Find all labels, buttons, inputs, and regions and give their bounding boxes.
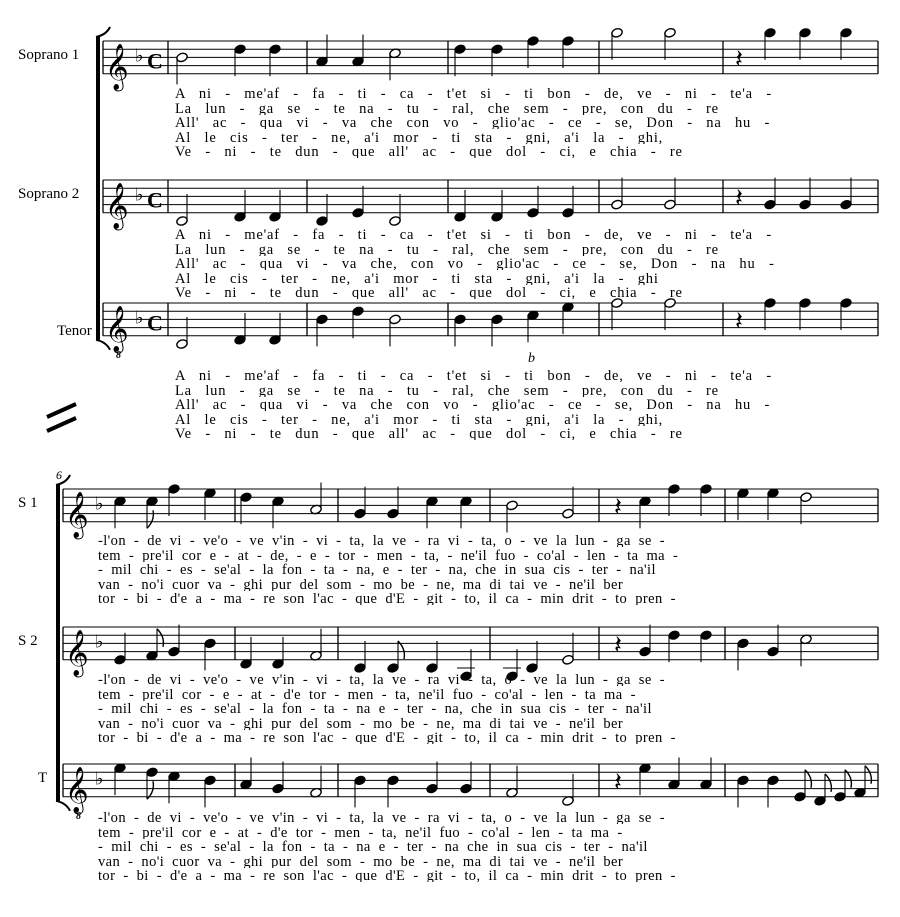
flat-icon: ♭ bbox=[95, 768, 104, 790]
lyric-line: tem - pre'il cor e - at - de, - e - tor - men - ta, - ne'il fuo - co'al - len - ta ma - bbox=[98, 547, 679, 562]
treble-clef-icon: 𝄞 bbox=[65, 491, 89, 538]
octave-marker: 8 bbox=[116, 349, 121, 361]
note-head bbox=[527, 36, 540, 47]
note-head bbox=[562, 36, 575, 47]
note-head bbox=[611, 199, 624, 210]
bracket-top-hook bbox=[96, 27, 110, 37]
lyric-line: Al le cis - ter - ne, a'i mor - ti sta - gni, a'i la - ghi, bbox=[175, 129, 664, 144]
note-flag bbox=[865, 766, 871, 784]
staff-label: S 1 bbox=[18, 495, 38, 511]
note-head bbox=[176, 216, 189, 227]
note-head bbox=[316, 216, 329, 227]
staff-1-3 bbox=[103, 298, 878, 361]
note-head bbox=[316, 314, 329, 325]
measure-number: 6 bbox=[56, 468, 62, 482]
lyric-line: tem - pre'il cor - e - at - d'e tor - men - ta, ne'il fuo - co'al - len - ta ma - bbox=[98, 686, 636, 701]
staff-label: T bbox=[38, 770, 48, 786]
note-head bbox=[700, 630, 713, 641]
note-head bbox=[562, 508, 575, 519]
lyric-line: -l'on - de vi - ve'o - ve v'in - vi - ta, la ve - ra vi - ta, o - ve la lun - ga se - bbox=[98, 810, 665, 824]
quarter-rest-icon: 𝄽 bbox=[735, 306, 743, 337]
note-head bbox=[737, 638, 750, 649]
note-head bbox=[176, 52, 189, 63]
note-head bbox=[354, 508, 367, 519]
note-head bbox=[240, 492, 253, 503]
lyric-line: - mil chi - es - se'al - la fon - ta - na e - ter - na che in sua cis - ter - na'il bbox=[98, 839, 648, 853]
system-1 bbox=[96, 27, 878, 361]
note-head bbox=[664, 199, 677, 210]
lyric-line: tor - bi - d'e a - ma - re son l'ac - que d'E - git - to, il ca - min drit - to pren - bbox=[98, 730, 676, 744]
flat-icon: ♭ bbox=[95, 493, 104, 515]
note-head bbox=[146, 767, 159, 778]
note-head bbox=[204, 775, 217, 786]
lyric-line: van - no'i cuor va - ghi pur del som - mo be - ne, ma di tai ve - ne'il ber bbox=[98, 715, 624, 730]
note-head bbox=[269, 44, 282, 55]
treble-clef-icon: 𝄞 bbox=[65, 766, 89, 813]
quarter-rest-icon: 𝄽 bbox=[735, 44, 743, 75]
lyric-line: tem - pre'il cor e - at - d'e tor - men - ta, ne'il fuo - co'al - len - ta ma - bbox=[98, 824, 623, 839]
lyric-line: Al le cis - ter - ne, a'i mor - ti sta - gni, a'i la - ghi, bbox=[175, 411, 664, 426]
time-signature: C bbox=[147, 187, 163, 213]
lyric-line: Ve - ni - te dun - que all' ac - que dol - ci, e chia - re bbox=[175, 426, 683, 440]
note-head bbox=[794, 791, 807, 802]
note-flag bbox=[157, 629, 163, 647]
lyric-line: A ni - me'af - fa - ti - ca - t'et si - ti bon - de, ve - ni - te'a - bbox=[175, 86, 772, 100]
note-head bbox=[840, 298, 853, 309]
note-head bbox=[639, 646, 652, 657]
note-head bbox=[764, 199, 777, 210]
note-head bbox=[272, 783, 285, 794]
treble-clef-icon: 𝄞 bbox=[65, 629, 89, 676]
lyric-line: Al le cis - ter - ne, a'i mor - ti sta - gni, a'i la - ghi bbox=[175, 270, 659, 285]
time-signature: C bbox=[147, 48, 163, 74]
note-flag bbox=[825, 774, 831, 792]
note-head bbox=[562, 654, 575, 665]
note-head bbox=[562, 207, 575, 218]
lyric-line: van - no'i cuor va - ghi pur del som - mo be - ne, ma di tai ve - ne'il ber bbox=[98, 853, 624, 868]
staff-label: Soprano 2 bbox=[18, 186, 80, 202]
note-head bbox=[764, 298, 777, 309]
lyric-line: A ni - me'af - fa - ti - ca - t'et si - ti bon - de, ve - ni - te'a - bbox=[175, 227, 772, 241]
note-head bbox=[389, 314, 402, 325]
quarter-rest-icon: 𝄽 bbox=[614, 492, 622, 523]
note-head bbox=[668, 630, 681, 641]
note-head bbox=[234, 44, 247, 55]
quarter-rest-icon: 𝄽 bbox=[614, 767, 622, 798]
flat-icon: ♭ bbox=[135, 307, 144, 329]
lyric-line: tor - bi - d'e a - ma - re son l'ac - que d'E - git - to, il ca - min drit - to pren - bbox=[98, 868, 676, 882]
tenor-flat-annotation: b bbox=[528, 351, 535, 366]
lyric-line: -l'on - de vi - ve'o - ve v'in - vi - ta, la ve - ra vi - ta, o - ve la lun - ga se - bbox=[98, 672, 665, 686]
note-head bbox=[389, 216, 402, 227]
note-head bbox=[454, 314, 467, 325]
staff-label: S 2 bbox=[18, 633, 38, 649]
staff-label: Soprano 1 bbox=[18, 47, 80, 63]
note-head bbox=[491, 314, 504, 325]
note-head bbox=[767, 646, 780, 657]
note-head bbox=[491, 44, 504, 55]
note-head bbox=[611, 27, 624, 38]
note-head bbox=[527, 207, 540, 218]
note-head bbox=[168, 646, 181, 657]
flat-icon: ♭ bbox=[135, 45, 144, 67]
lyric-line: A ni - me'af - fa - ti - ca - t'et si - ti bon - de, ve - ni - te'a - bbox=[175, 368, 772, 382]
note-head bbox=[668, 484, 681, 495]
system-2 bbox=[56, 468, 878, 822]
note-head bbox=[454, 44, 467, 55]
note-head bbox=[176, 339, 189, 350]
lyric-line: -l'on - de vi - ve'o - ve v'in - vi - ta, la ve - ra vi - ta, o - ve la lun - ga se - bbox=[98, 533, 665, 547]
lyric-line: tor - bi - d'e a - ma - re son l'ac - que d'E - git - to, il ca - min drit - to pren - bbox=[98, 591, 676, 605]
quarter-rest-icon: 𝄽 bbox=[614, 630, 622, 661]
lyric-line: All' ac - qua vi - va che con vo - glio'ac - ce - se, Don - na hu - bbox=[175, 115, 771, 129]
note-head bbox=[426, 783, 439, 794]
note-head bbox=[664, 27, 677, 38]
staff-2-1 bbox=[63, 483, 878, 540]
note-head bbox=[387, 775, 400, 786]
lyric-line: La lun - ga se - te na - tu - ral, che sem - pre, con du - re bbox=[175, 241, 719, 256]
treble-clef-icon: 𝄞 bbox=[105, 305, 129, 352]
note-head bbox=[506, 500, 519, 511]
note-head bbox=[799, 27, 812, 38]
lyric-line: van - no'i cuor va - ghi pur del som - mo be - ne, ma di tai ve - ne'il ber bbox=[98, 576, 624, 591]
time-signature: C bbox=[147, 310, 163, 336]
note-head bbox=[800, 492, 813, 503]
note-head bbox=[352, 207, 365, 218]
note-head bbox=[204, 638, 217, 649]
staff-1-2 bbox=[103, 178, 878, 231]
treble-clef-icon: 𝄞 bbox=[105, 182, 129, 229]
note-head bbox=[799, 298, 812, 309]
flat-icon: ♭ bbox=[135, 184, 144, 206]
note-head bbox=[460, 783, 473, 794]
note-head bbox=[611, 298, 624, 309]
note-head bbox=[767, 775, 780, 786]
note-head bbox=[834, 791, 847, 802]
note-head bbox=[799, 199, 812, 210]
lyric-line: - mil chi - es - se'al - la fon - ta - na, e - ter - na, che in sua cis - ter - na'il bbox=[98, 562, 656, 576]
note-head bbox=[352, 306, 365, 317]
treble-clef-icon: 𝄞 bbox=[105, 43, 129, 90]
note-head bbox=[664, 298, 677, 309]
lyric-line: All' ac - qua vi - va che con vo - glio'ac - ce - se, Don - na hu - bbox=[175, 397, 771, 411]
note-head bbox=[737, 775, 750, 786]
lyric-line: All' ac - qua vi - va che, con vo - glio'ac - ce - se, Don - na hu - bbox=[175, 256, 775, 270]
note-flag bbox=[147, 510, 153, 528]
octave-marker: 8 bbox=[76, 810, 81, 822]
note-head bbox=[354, 775, 367, 786]
note-head bbox=[840, 27, 853, 38]
note-head bbox=[764, 27, 777, 38]
lyric-line: Ve - ni - te dun - que all' ac - que dol - ci, e chia - re bbox=[175, 144, 683, 158]
note-head bbox=[387, 508, 400, 519]
lyric-line: Ve - ni - te dun - que all' ac - que dol - ci, e chia - re bbox=[175, 285, 683, 299]
note-head bbox=[840, 199, 853, 210]
flat-icon: ♭ bbox=[95, 631, 104, 653]
lyric-line: - mil chi - es - se'al - la fon - ta - na e - ter - na, che in sua cis - ter - na'il bbox=[98, 701, 652, 715]
staff-label: Tenor bbox=[57, 323, 92, 339]
staff-1-1 bbox=[103, 27, 878, 91]
quarter-rest-icon: 𝄽 bbox=[735, 183, 743, 214]
lyric-line: La lun - ga se - te na - tu - ral, che sem - pre, con du - re bbox=[175, 382, 719, 397]
note-head bbox=[114, 654, 127, 665]
lyric-line: La lun - ga se - te na - tu - ral, che sem - pre, con du - re bbox=[175, 100, 719, 115]
note-head bbox=[700, 484, 713, 495]
note-head bbox=[168, 484, 181, 495]
